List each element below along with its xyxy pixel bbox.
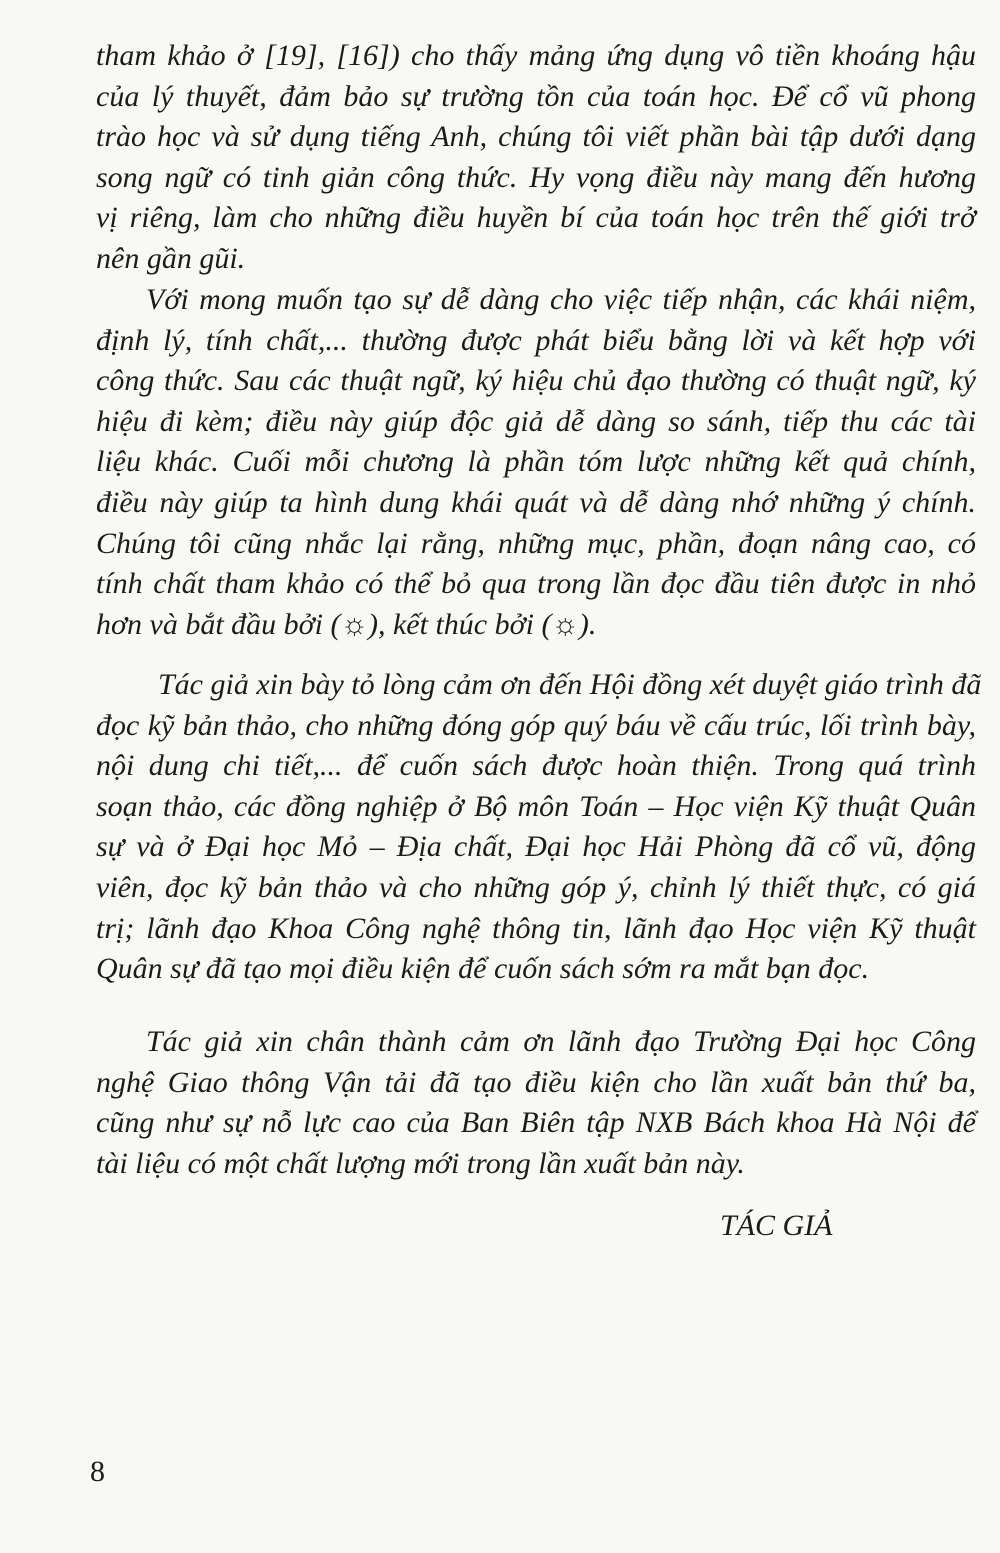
- page-number: 8: [90, 1455, 105, 1488]
- text-line: trào học và sử dụng tiếng Anh, chúng tôi viết phần bài tập dưới dạng: [96, 120, 976, 154]
- text-line: song ngữ có tinh giản công thức. Hy vọng điều này mang đến hương: [96, 160, 976, 194]
- author-signature: TÁC GIẢ: [720, 1209, 833, 1242]
- text-line: Quân sự đã tạo mọi điều kiện để cuốn sách sớm ra mắt bạn đọc.: [96, 952, 870, 986]
- paragraph-3: [96, 665, 982, 990]
- text-line: trị; lãnh đạo Khoa Công nghệ thông tin, lãnh đạo Học viện Kỹ thuật: [96, 911, 976, 945]
- text-line: định lý, tính chất,... thường được phát biểu bằng lời và kết hợp với: [96, 323, 976, 357]
- text-line: sự và ở Đại học Mỏ – Địa chất, Đại học Hải Phòng đã cổ vũ, động: [96, 830, 976, 864]
- text-line: hơn và bắt đầu bởi (☼), kết thúc bởi (☼).: [96, 607, 597, 641]
- text-line: Chúng tôi cũng nhắc lại rằng, những mục, phần, đoạn nâng cao, có: [96, 526, 976, 560]
- text-line: liệu khác. Cuối mỗi chương là phần tóm lược những kết quả chính,: [96, 445, 976, 479]
- text-line: nên gần gũi.: [96, 241, 246, 275]
- text-line: nội dung chi tiết,... để cuốn sách được hoàn thiện. Trong quá trình: [96, 749, 976, 783]
- text-line: tham khảo ở [19], [16]) cho thấy mảng ứng dụng vô tiền khoáng hậu: [96, 39, 976, 72]
- text-line: công thức. Sau các thuật ngữ, ký hiệu chủ đạo thường có thuật ngữ, ký: [96, 364, 976, 398]
- text-line: nghệ Giao thông Vận tải đã tạo điều kiện cho lần xuất bản thứ ba,: [96, 1065, 976, 1099]
- text-line: đọc kỹ bản thảo, cho những đóng góp quý báu về cấu trúc, lối trình bày,: [96, 708, 976, 742]
- text-line: Tác giả xin chân thành cảm ơn lãnh đạo Trường Đại học Công: [146, 1025, 976, 1058]
- text-line: vị riêng, làm cho những điều huyền bí của toán học trên thế giới trở: [96, 201, 976, 235]
- text-line: hiệu đi kèm; điều này giúp độc giả dễ dàng so sánh, tiếp thu các tài: [96, 404, 976, 438]
- text-line: tính chất tham khảo có thể bỏ qua trong lần đọc đầu tiên được in nhỏ: [96, 567, 976, 601]
- text-line: viên, đọc kỹ bản thảo và cho những góp ý, chỉnh lý thiết thực, có giá: [96, 870, 976, 904]
- text-line: soạn thảo, các đồng nghiệp ở Bộ môn Toán – Học viện Kỹ thuật Quân: [96, 789, 976, 823]
- text-line: Tác giả xin bày tỏ lòng cảm ơn đến Hội đồng xét duyệt giáo trình đã: [158, 668, 982, 701]
- text-line: tài liệu có một chất lượng mới trong lần xuất bản này.: [96, 1146, 745, 1180]
- text-line: của lý thuyết, đảm bảo sự trường tồn của toán học. Để cổ vũ phong: [96, 79, 976, 113]
- text-line: điều này giúp ta hình dung khái quát và dễ dàng nhớ những ý chính.: [96, 485, 976, 519]
- paragraph-1: [96, 36, 976, 280]
- text-line: cũng như sự nỗ lực cao của Ban Biên tập NXB Bách khoa Hà Nội để: [96, 1106, 976, 1140]
- text-line: Với mong muốn tạo sự dễ dàng cho việc tiếp nhận, các khái niệm,: [146, 283, 976, 316]
- paragraph-2: [96, 280, 976, 645]
- paragraph-4: [96, 1022, 976, 1184]
